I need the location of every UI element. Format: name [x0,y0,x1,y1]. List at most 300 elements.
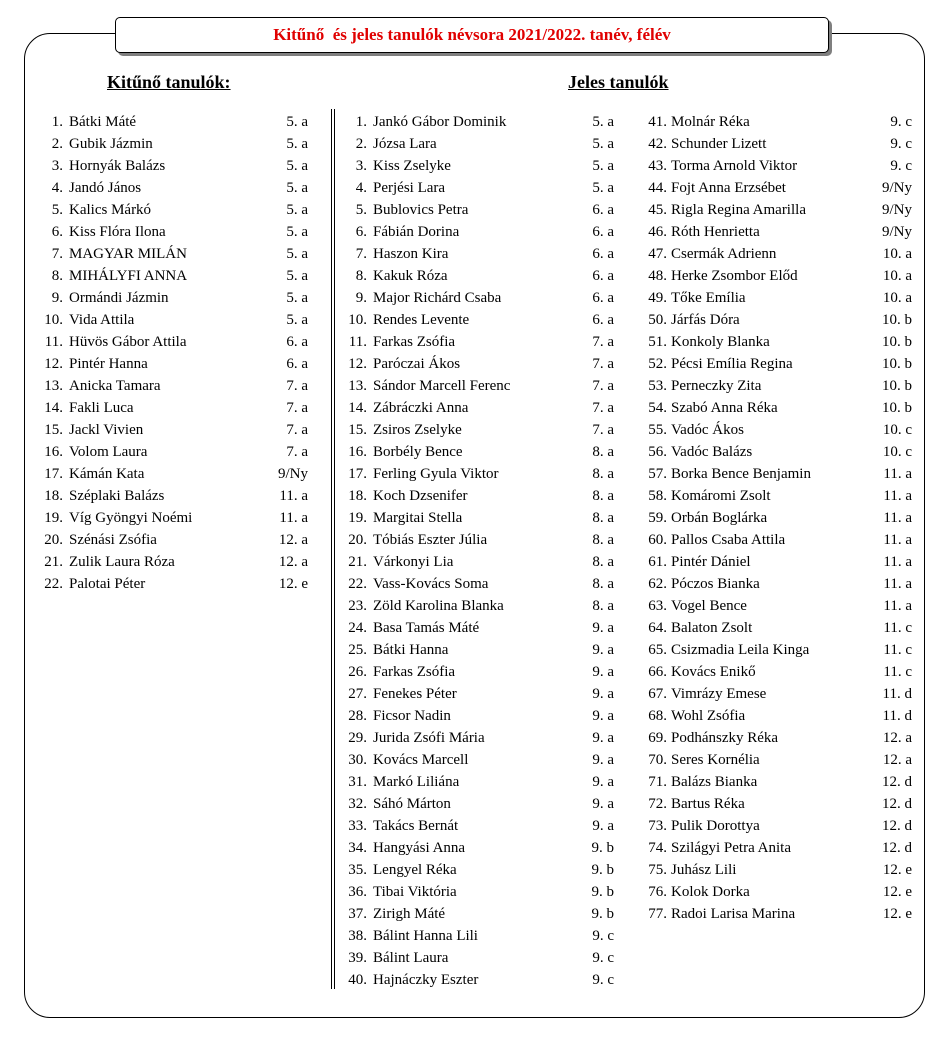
student-class: 8. a [592,488,614,504]
student-class: 12. a [882,752,912,768]
student-number: 14. [44,400,63,416]
student-name: Bálint Hanna Lili [373,928,478,944]
student-class: 6. a [592,202,614,218]
student-row [334,683,614,705]
student-number: 45. [648,202,667,218]
student-row [634,441,912,463]
student-number: 12. [348,356,367,372]
student-class: 9/Ny [882,202,912,218]
student-class: 6. a [286,356,308,372]
student-class: 10. c [882,422,912,438]
student-row [334,639,614,661]
student-class: 5. a [286,158,308,174]
student-name: Gubik Jázmin [69,136,153,152]
student-number: 14. [348,400,367,416]
student-number: 29. [348,730,367,746]
student-row [30,331,308,353]
student-row [634,881,912,903]
student-name: Volom Laura [69,444,148,460]
student-row [634,419,912,441]
student-number: 51. [648,334,667,350]
student-name: Perneczky Zita [671,378,762,394]
student-number: 17. [44,466,63,482]
student-class: 12. a [278,532,308,548]
student-number: 35. [348,862,367,878]
student-row [334,705,614,727]
student-class: 5. a [592,180,614,196]
student-name: Bublovics Petra [373,202,469,218]
student-name: Koch Dzsenifer [373,488,468,504]
jelesek-list-1 [334,111,614,991]
student-number: 1. [51,114,63,130]
student-row [634,859,912,881]
student-number: 2. [355,136,367,152]
student-row [634,727,912,749]
student-row [30,353,308,375]
student-name: Tibai Viktória [373,884,457,900]
student-number: 8. [355,268,367,284]
student-name: Haszon Kira [373,246,449,262]
student-class: 9. c [592,950,614,966]
student-row [334,771,614,793]
student-name: Fojt Anna Erzsébet [671,180,786,196]
student-class: 9. b [591,906,614,922]
student-number: 4. [355,180,367,196]
student-number: 72. [648,796,667,812]
student-class: 10. b [882,400,912,416]
student-name: Széplaki Balázs [69,488,165,504]
student-row [634,199,912,221]
student-class: 5. a [592,136,614,152]
student-class: 5. a [286,202,308,218]
student-row [634,595,912,617]
student-class: 7. a [286,400,308,416]
student-class: 7. a [592,378,614,394]
student-row [334,331,614,353]
student-class: 12. e [882,906,912,922]
student-name: Zöld Karolina Blanka [373,598,504,614]
student-class: 5. a [286,246,308,262]
student-name: Rendes Levente [373,312,470,328]
student-class: 10. c [882,444,912,460]
student-class: 5. a [592,114,614,130]
student-row [334,661,614,683]
student-row [334,419,614,441]
student-row [634,177,912,199]
student-row [634,529,912,551]
student-name: Torma Arnold Viktor [671,158,798,174]
student-row [334,309,614,331]
student-class: 11. a [883,488,912,504]
student-row [334,551,614,573]
student-class: 9/Ny [882,224,912,240]
kitunok-heading: Kitűnő tanulók: [107,72,231,92]
student-name: Tóbiás Eszter Júlia [373,532,488,548]
student-number: 13. [44,378,63,394]
student-class: 12. a [882,730,912,746]
student-name: Orbán Boglárka [671,510,768,526]
student-row [334,397,614,419]
student-number: 15. [348,422,367,438]
student-name: Szénási Zsófia [69,532,157,548]
student-number: 5. [355,202,367,218]
student-name: Kolok Dorka [671,884,750,900]
student-number: 75. [648,862,667,878]
student-number: 28. [348,708,367,724]
student-number: 55. [648,422,667,438]
student-name: Jandó János [69,180,142,196]
student-number: 37. [348,906,367,922]
student-number: 62. [648,576,667,592]
student-number: 33. [348,818,367,834]
student-row [334,221,614,243]
student-number: 61. [648,554,667,570]
student-row [334,859,614,881]
student-class: 11. d [882,708,912,724]
student-class: 9. a [592,752,614,768]
student-name: Herke Zsombor Előd [671,268,798,284]
student-name: Vimrázy Emese [671,686,767,702]
student-class: 8. a [592,466,614,482]
student-row [334,903,614,925]
student-number: 15. [44,422,63,438]
student-class: 11. c [883,642,912,658]
student-number: 10. [44,312,63,328]
student-name: Kalics Márkó [69,202,152,218]
student-name: Podhánszky Réka [671,730,779,746]
student-number: 40. [348,972,367,988]
student-row [334,573,614,595]
student-number: 25. [348,642,367,658]
student-name: Kakuk Róza [373,268,448,284]
student-class: 9. c [592,928,614,944]
student-number: 7. [355,246,367,262]
page-title: Kitűnő és jeles tanulók névsora 2021/2022. tanév, félév [273,25,671,44]
student-class: 5. a [286,114,308,130]
student-name: Perjési Lara [373,180,446,196]
student-name: Ferling Gyula Viktor [373,466,499,482]
student-class: 8. a [592,554,614,570]
student-row [334,925,614,947]
student-number: 77. [648,906,667,922]
student-row [30,463,308,485]
student-class: 7. a [286,422,308,438]
student-class: 12. e [278,576,308,592]
student-number: 8. [51,268,63,284]
student-class: 10. b [882,356,912,372]
student-row [334,617,614,639]
student-class: 9/Ny [882,180,912,196]
student-row [634,903,912,925]
student-name: Juhász Lili [671,862,737,878]
student-number: 21. [44,554,63,570]
student-row [30,221,308,243]
student-row [334,243,614,265]
student-name: Kiss Flóra Ilona [69,224,166,240]
student-row [334,485,614,507]
student-name: Ficsor Nadin [373,708,451,724]
student-row [334,265,614,287]
kitunok-list [30,111,308,595]
student-number: 26. [348,664,367,680]
student-class: 11. a [279,488,308,504]
student-name: Vass-Kovács Soma [373,576,489,592]
student-class: 12. d [882,818,912,834]
student-row [634,771,912,793]
student-number: 12. [44,356,63,372]
student-class: 12. e [882,862,912,878]
student-class: 9. a [592,818,614,834]
student-number: 13. [348,378,367,394]
student-class: 11. a [883,554,912,570]
student-row [634,507,912,529]
student-row [334,463,614,485]
student-name: Major Richárd Csaba [373,290,502,306]
student-row [30,177,308,199]
student-name: Farkas Zsófia [373,664,456,680]
student-class: 8. a [592,576,614,592]
student-name: Balázs Bianka [671,774,758,790]
student-number: 18. [44,488,63,504]
student-class: 11. a [883,532,912,548]
student-number: 47. [648,246,667,262]
student-row [30,507,308,529]
student-number: 70. [648,752,667,768]
student-name: Hajnáczky Eszter [373,972,479,988]
student-name: Wohl Zsófia [671,708,746,724]
student-class: 9. a [592,664,614,680]
student-name: Szilágyi Petra Anita [671,840,791,856]
student-class: 9/Ny [278,466,308,482]
student-row [634,705,912,727]
student-name: Jankó Gábor Dominik [373,114,507,130]
student-number: 49. [648,290,667,306]
student-row [30,551,308,573]
student-row [334,727,614,749]
student-row [30,243,308,265]
student-class: 7. a [592,422,614,438]
student-class: 9. a [592,620,614,636]
student-name: Pallos Csaba Attila [671,532,786,548]
student-row [334,815,614,837]
student-class: 8. a [592,510,614,526]
student-row [634,133,912,155]
student-class: 9. a [592,686,614,702]
student-class: 5. a [286,268,308,284]
student-number: 16. [348,444,367,460]
student-class: 11. c [883,620,912,636]
student-class: 10. a [882,290,912,306]
student-name: Schunder Lizett [671,136,767,152]
student-name: Kovács Enikő [671,664,756,680]
student-class: 9. a [592,774,614,790]
student-name: Zulik Laura Róza [69,554,175,570]
student-row [30,309,308,331]
student-number: 66. [648,664,667,680]
student-name: Anicka Tamara [69,378,161,394]
student-number: 36. [348,884,367,900]
student-row [634,661,912,683]
student-class: 9. a [592,796,614,812]
student-row [30,375,308,397]
student-name: Járfás Dóra [671,312,740,328]
student-name: Sáhó Márton [373,796,451,812]
student-class: 6. a [592,312,614,328]
student-name: Sándor Marcell Ferenc [373,378,511,394]
student-row [634,309,912,331]
student-class: 12. d [882,840,912,856]
student-row [30,133,308,155]
student-name: Ormándi Jázmin [69,290,169,306]
student-row [634,551,912,573]
student-number: 6. [51,224,63,240]
student-row [334,529,614,551]
student-number: 59. [648,510,667,526]
student-name: Pintér Hanna [69,356,148,372]
student-class: 6. a [286,334,308,350]
student-number: 10. [348,312,367,328]
student-row [334,177,614,199]
student-row [334,287,614,309]
student-name: Fábián Dorina [373,224,460,240]
student-row [634,639,912,661]
student-class: 7. a [592,334,614,350]
student-row [334,441,614,463]
student-row [334,749,614,771]
student-row [634,749,912,771]
student-number: 44. [648,180,667,196]
student-number: 43. [648,158,667,174]
student-name: Borka Bence Benjamin [671,466,811,482]
student-name: Bartus Réka [671,796,745,812]
student-number: 34. [348,840,367,856]
student-row [30,441,308,463]
student-number: 18. [348,488,367,504]
student-name: MIHÁLYFI ANNA [69,268,188,284]
student-number: 42. [648,136,667,152]
student-row [634,573,912,595]
student-class: 9. c [890,136,912,152]
student-number: 24. [348,620,367,636]
student-name: Basa Tamás Máté [373,620,480,636]
student-class: 5. a [592,158,614,174]
student-row [30,397,308,419]
student-name: Hornyák Balázs [69,158,166,174]
student-number: 22. [44,576,63,592]
student-class: 12. e [882,884,912,900]
student-number: 1. [355,114,367,130]
student-class: 11. a [279,510,308,526]
student-name: Radoi Larisa Marina [671,906,796,922]
student-number: 52. [648,356,667,372]
student-name: Csermák Adrienn [671,246,777,262]
student-class: 8. a [592,598,614,614]
student-row [634,331,912,353]
student-name: Komáromi Zsolt [671,488,771,504]
student-name: Pécsi Emília Regina [671,356,793,372]
student-class: 9. c [890,158,912,174]
student-row [634,815,912,837]
student-row [30,419,308,441]
student-class: 11. a [883,510,912,526]
student-row [30,485,308,507]
student-name: Borbély Bence [373,444,463,460]
student-number: 5. [51,202,63,218]
student-row [334,881,614,903]
student-number: 7. [51,246,63,262]
student-class: 8. a [592,444,614,460]
student-number: 31. [348,774,367,790]
student-number: 74. [648,840,667,856]
student-number: 9. [355,290,367,306]
student-row [334,155,614,177]
student-number: 32. [348,796,367,812]
student-name: Palotai Péter [69,576,146,592]
student-name: Bálint Laura [373,950,449,966]
student-name: Pulik Dorottya [671,818,760,834]
student-name: Konkoly Blanka [671,334,770,350]
student-name: Vadóc Ákos [671,422,744,438]
student-row [634,353,912,375]
student-class: 9. a [592,708,614,724]
student-name: Vadóc Balázs [671,444,753,460]
student-row [634,463,912,485]
student-row [634,265,912,287]
student-name: Margitai Stella [373,510,463,526]
student-number: 19. [348,510,367,526]
student-number: 54. [648,400,667,416]
student-row [634,683,912,705]
student-row [634,155,912,177]
student-class: 7. a [286,378,308,394]
student-row [634,287,912,309]
student-class: 9. c [592,972,614,988]
student-number: 20. [44,532,63,548]
student-name: Bátki Hanna [373,642,449,658]
student-row [634,397,912,419]
student-number: 67. [648,686,667,702]
student-class: 7. a [592,356,614,372]
student-class: 10. b [882,378,912,394]
student-class: 11. a [883,576,912,592]
student-row [30,287,308,309]
student-class: 9. b [591,840,614,856]
student-row [334,353,614,375]
student-number: 76. [648,884,667,900]
student-name: Kovács Marcell [373,752,469,768]
student-class: 9. a [592,730,614,746]
student-class: 12. d [882,796,912,812]
student-number: 73. [648,818,667,834]
student-number: 4. [51,180,63,196]
student-number: 16. [44,444,63,460]
student-row [334,969,614,991]
student-class: 11. d [882,686,912,702]
student-row [30,199,308,221]
student-name: Víg Gyöngyi Noémi [69,510,193,526]
student-name: Róth Henrietta [671,224,760,240]
student-number: 9. [51,290,63,306]
student-class: 11. a [883,598,912,614]
student-row [334,111,614,133]
student-row [334,595,614,617]
student-name: Zirigh Máté [373,906,446,922]
student-class: 5. a [286,136,308,152]
student-class: 6. a [592,224,614,240]
student-name: MAGYAR MILÁN [69,246,187,262]
student-row [634,793,912,815]
student-name: Pintér Dániel [671,554,751,570]
